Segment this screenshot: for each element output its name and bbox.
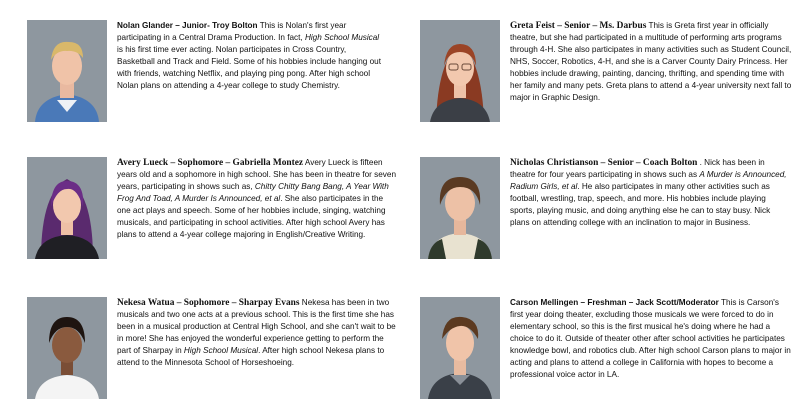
bio-body: This is Carson's first year doing theater, excluding those musicals we were forced to do in elementary school, so this is the first musical he's doing where he had a choice to do it. Outside of theater other after school activities he participates knowledge bowl, and robotics club. After high school Carson plans to major in acting and plans to attend a college in California with hopes to become a professional voice actor in LA.	[510, 298, 791, 379]
bio-text	[117, 157, 399, 241]
profile-header: Carson Mellingen – Freshman – Jack Scott/Moderator	[510, 298, 719, 307]
bio-text	[117, 297, 399, 369]
portrait-photo	[27, 297, 107, 399]
portrait-photo	[420, 20, 500, 122]
profile-header: Nolan Glander – Junior- Troy Bolton	[117, 21, 258, 30]
bio-body: This is Nolan's first year participating in a Central Drama Production. In fact,	[117, 21, 347, 42]
bio-text	[117, 20, 385, 92]
portrait-photo	[420, 157, 500, 259]
portrait-photo	[27, 20, 107, 122]
profile-header: Nicholas Christianson – Senior – Coach Bolton	[510, 158, 698, 168]
bio-emphasis: A Murder is Announced, Radium Girls, et al	[510, 170, 787, 191]
bio-body: is his first time ever acting. Nolan participates in Cross Country, Basketball and Track and Field. Some of his hobbies include hanging out with friends, watching Netflix, and playing ping pong. After high school Nolan plans on attending a 4-year college to study Chemistry.	[117, 45, 381, 90]
bio-emphasis: High School Musical	[304, 33, 380, 42]
bio-body: This is Greta first year in officially theatre, but she had participated in a multitude of performing arts programs through 4-H. She also participates in many activities such as Student Council, NHS, Soccer, Robotics, 4-H, and she is a Carver County Dairy Princess. Her hobbies include drawing, painting, dancing, thrifting, and spending time with her family and many pets. Greta plans to attend a 4-year university next fall to major in Graphic Design.	[510, 21, 792, 102]
bio-text	[510, 157, 792, 229]
bio-body: . She also participates in the one act plays and speech. Some of her hobbies include, singing, watching musicals, and participating in school activities. After high school Avery has plans to attend a 4-year college majoring in English/Creative Writing.	[117, 194, 386, 239]
profile-header: Greta Feist – Senior – Ms. Darbus	[510, 21, 647, 31]
profile-header: Nekesa Watua – Sophomore – Sharpay Evans	[117, 298, 300, 308]
bio-text	[510, 20, 792, 104]
profile-header: Avery Lueck – Sophomore – Gabriella Montez	[117, 158, 304, 168]
bio-body: . He also participates in many other activities such as football, wrestling, trap, speech, and more. His hobbies include playing sports, playing music, and doing anything else he can to stay busy. Nick plans on attending college with an inclination to major in Business.	[510, 182, 771, 227]
bio-body: . Nick has been in theatre for four years participating in shows such as	[510, 158, 765, 179]
portrait-photo	[420, 297, 500, 399]
bio-body: Avery Lueck is fifteen years old and a sophomore in high school. She has been in theatre for seven years, participating in shows such as,	[117, 158, 397, 191]
bio-text	[510, 297, 792, 381]
bio-body: . After high school Nekesa plans to attend to the Minnesota School of Horseshoeing.	[117, 346, 385, 367]
bio-body: Nekesa has been in two musicals and two one acts at a previous school. This is the first time she has been in a musical production at Central High School, and she can't wait to be in more! She has enjoyed the wonderful experience getting to perform the part of Sharpay in	[117, 298, 396, 355]
portrait-photo	[27, 157, 107, 259]
bio-emphasis: High School Musical	[183, 346, 259, 355]
bio-emphasis: Chitty Chitty Bang Bang, A Year With Frog And Toad, A Murder Is Announced, et al	[117, 182, 389, 203]
